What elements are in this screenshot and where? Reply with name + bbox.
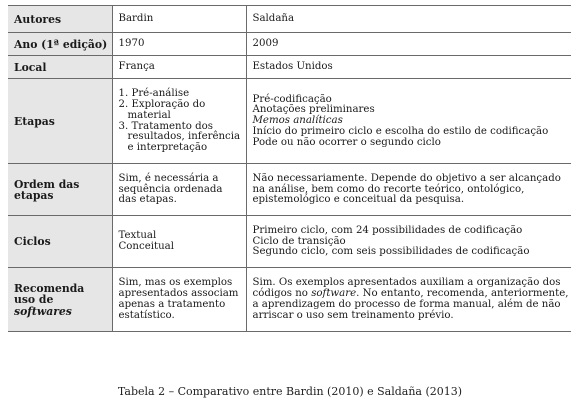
table-row-softwares [8, 268, 571, 332]
cell-bardin [112, 216, 246, 268]
cell-saldana [246, 216, 571, 268]
cell-line: Anotações preliminares [252, 104, 375, 116]
cell-bardin [112, 268, 246, 332]
cell-line: apresentados associam [118, 288, 239, 300]
author-saldana: Saldaña [252, 13, 295, 25]
cell-bardin [112, 79, 246, 164]
cell-line: Primeiro ciclo, com 24 possibilidades de codificação [252, 224, 523, 236]
cell-line: arriscar o uso sem treinamento prévio. [252, 309, 454, 321]
row-label-text: Local [14, 60, 47, 74]
cell-line: Pode ou não ocorrer o segundo ciclo [252, 136, 441, 148]
cell-text: França [118, 61, 155, 73]
cell-line: Sim, mas os exemplos [118, 277, 233, 289]
table-row-etapas [8, 79, 571, 164]
softwares-text: softwares [14, 304, 72, 318]
header-label-cell [8, 6, 112, 33]
cell-line: Conceitual [118, 241, 174, 252]
table-row-ordem [8, 164, 571, 216]
cell-line: a aprendizagem do processo de forma manual, além de não [252, 299, 561, 310]
row-label-text: Recomenda [14, 281, 85, 295]
row-label [8, 216, 112, 268]
cell-line: 1. Pré-análise [118, 88, 190, 100]
cell-saldana [246, 164, 571, 216]
cell-line: epistemológico e conceitual da pesquisa. [252, 194, 465, 206]
cell-bardin [112, 56, 246, 79]
row-label-text: Ano (1ª edição) [14, 37, 108, 51]
table-row-local [8, 56, 571, 79]
header-label: Autores [14, 12, 62, 26]
table-row-ano [8, 33, 571, 56]
row-label [8, 79, 112, 164]
row-label-text: Ordem das [14, 177, 80, 191]
author-bardin: Bardin [118, 13, 154, 25]
cell-bardin [112, 33, 246, 56]
cell-line: resultados, inferência [127, 131, 241, 143]
cell-line: e interpretação [127, 142, 208, 154]
cell-saldana [246, 56, 571, 79]
row-label-text: uso de [14, 293, 54, 307]
cell-line: Pré-codificação [252, 93, 332, 105]
cell-text: 2009 [252, 38, 279, 50]
header-author-b-cell [246, 6, 571, 33]
cell-text: Estados Unidos [252, 61, 333, 73]
cell-saldana [246, 268, 571, 332]
row-label [8, 164, 112, 216]
row-label-text: Ciclos [14, 235, 51, 249]
cell-saldana [246, 33, 571, 56]
cell-line: Início do primeiro ciclo e escolha do estilo de codificação [252, 125, 549, 137]
cell-text: 1970 [118, 38, 145, 50]
cell-line: estatístico. [118, 309, 175, 321]
cell-line: Sim. Os exemplos apresentados auxiliam a organização dos [252, 277, 561, 289]
cell-saldana [246, 79, 571, 164]
cell-line: das etapas. [118, 194, 177, 206]
comparison-table [8, 5, 571, 332]
cell-line: sequência ordenada [118, 183, 223, 195]
row-label-text: etapas [14, 189, 54, 202]
cell-line: Ciclo de transição [252, 235, 346, 247]
cell-line-software: códigos no software. No entanto, recomenda, anteriormente, [252, 288, 569, 300]
row-label [8, 268, 112, 332]
table-header-row [8, 6, 571, 33]
table-row-ciclos [8, 216, 571, 268]
cell-line: Sim, é necessária a [118, 172, 219, 184]
cell-line: apenas a tratamento [118, 299, 226, 310]
cell-line: Não necessariamente. Depende do objetivo a ser alcançado [252, 172, 561, 184]
table-caption: Tabela 2 – Comparativo entre Bardin (2010) e Saldaña (2013) [117, 385, 463, 398]
cell-line: material [127, 109, 171, 121]
cell-line: 3. Tratamento dos [118, 120, 213, 132]
row-label-text [14, 306, 107, 318]
cell-line: Textual [118, 230, 157, 242]
row-label [8, 56, 112, 79]
cell-line: 2. Exploração do [118, 98, 206, 110]
cell-line: na análise, bem como do recorte teórico, ontológico, [252, 183, 525, 195]
row-label [8, 33, 112, 56]
memos-text: Memos analíticas [252, 115, 343, 127]
cell-bardin [112, 164, 246, 216]
cell-line: Segundo ciclo, com seis possibilidades de codificação [252, 246, 530, 258]
header-author-a-cell [112, 6, 246, 33]
software-word: software [311, 288, 357, 300]
row-label-text: Etapas [14, 114, 55, 128]
